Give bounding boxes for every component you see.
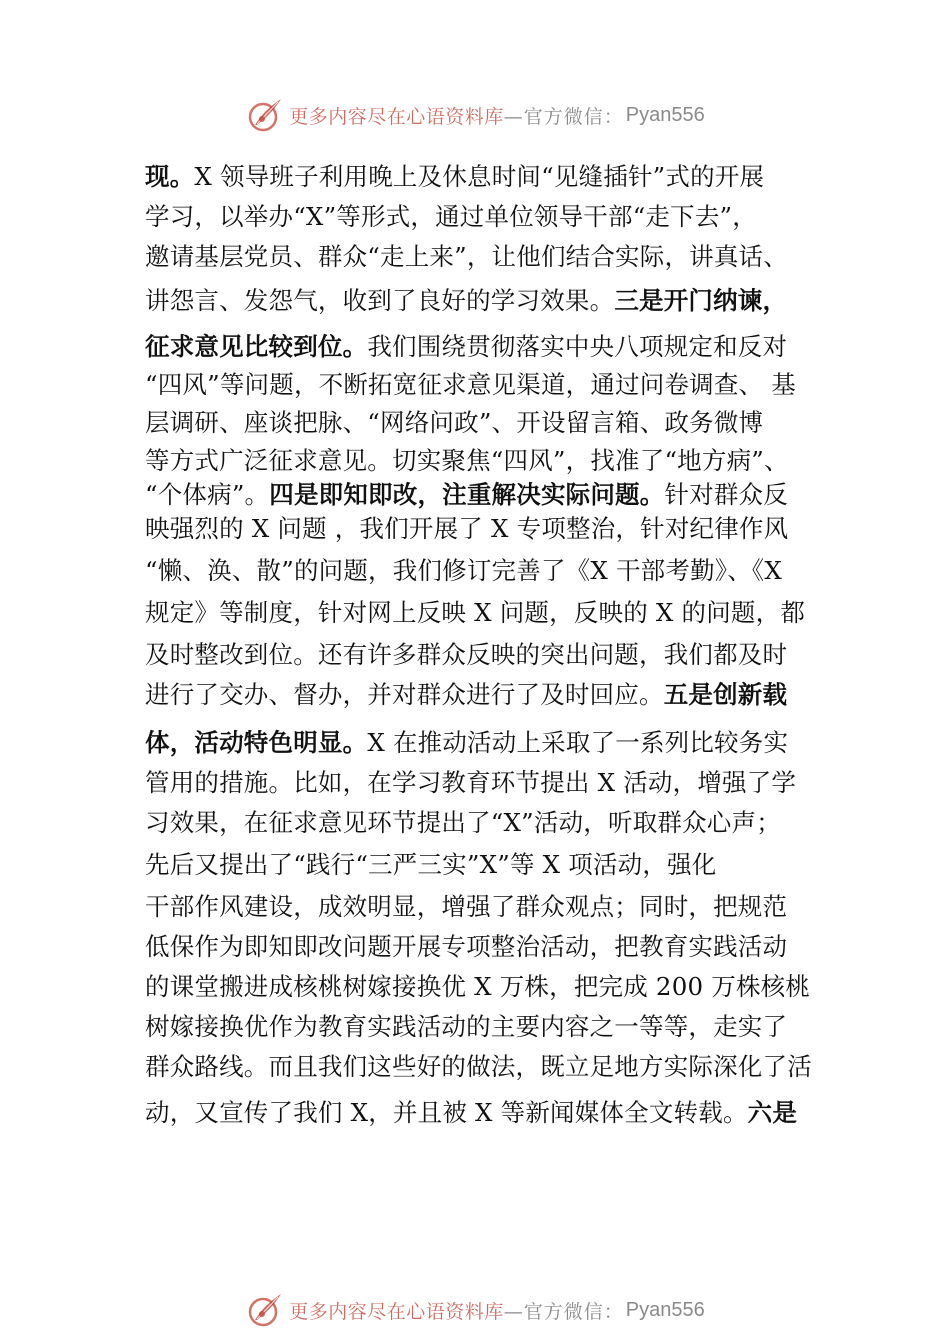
bold-heading-text: 征求意见比较到位。 [145,332,368,361]
paragraph-line [145,892,787,922]
paragraph-line [145,1098,797,1128]
paragraph-line [145,808,781,838]
paragraph-line [145,162,764,192]
paragraph-line [145,370,796,400]
body-text: 等方式广泛征求意见。切实聚焦“四风”，找准了“地方病”、 [145,446,789,475]
paragraph-line [145,972,810,1002]
body-text: 讲怨言、发怨气，收到了良好的学习效果。 [145,286,615,315]
body-text: “个体病”。 [145,480,270,509]
bold-heading-text: 六是 [747,1098,798,1127]
bold-heading-text: 体，活动特色明显。 [145,728,368,757]
body-text: “四风”等问题，不断拓宽征求意见渠道，通过问卷调查、 基 [145,370,796,399]
paragraph-line [145,242,788,272]
paragraph-line [145,640,787,670]
paragraph-line [145,332,787,362]
body-text: 规定》等制度，针对网上反映 X 问题，反映的 X 的问题，都 [145,598,806,627]
watermark-middle: —官方微信： [503,105,624,128]
body-text: 层调研、座谈把脉、“网络问政”、开设留言箱、政务微博 [145,408,764,437]
paragraph-line [145,202,757,232]
paragraph-line [145,1052,812,1082]
watermark-middle: —官方微信： [503,1300,624,1323]
body-text: 进行了交办、督办，并对群众进行了及时回应。 [145,680,664,709]
body-text: 学习，以举办“X”等形式，通过单位领导干部“走下去”， [145,202,757,231]
body-text: 习效果，在征求意见环节提出了“X”活动，听取群众心声； [145,808,781,837]
body-text: 动，又宣传了我们 X，并且被 X 等新闻媒体全文转载。 [145,1098,748,1127]
paragraph-line [145,286,787,316]
paragraph-line [145,556,782,586]
body-text: 映强烈的 X 问题 ，我们开展了 X 专项整治，针对纪律作风 [145,514,789,543]
body-text: 干部作风建设，成效明显，增强了群众观点；同时，把规范 [145,892,788,921]
paragraph-line [145,680,787,710]
watermark-wechat-id: Pyan556 [625,103,705,126]
body-text: 我们围绕贯彻落实中央八项规定和反对 [367,332,788,361]
paragraph-line [145,598,805,628]
paragraph-line [145,480,788,510]
bold-heading-text: 五是创新载 [663,680,788,709]
body-text: 低保作为即知即改问题开展专项整治活动，把教育实践活动 [145,932,788,961]
watermark-wechat-id: Pyan556 [625,1298,705,1321]
paragraph-line [145,446,789,476]
watermark-prefix: 更多内容尽在心语资料库 [289,105,504,128]
paragraph-line [145,1012,787,1042]
paragraph-line [145,728,788,758]
bold-heading-text: 四是即知即改，注重解决实际问题。 [269,480,665,509]
body-text: 针对群众反 [664,480,788,509]
paragraph-line [145,514,788,544]
paragraph-line [145,932,787,962]
body-text: 树嫁接换优作为教育实践活动的主要内容之一等等，走实了 [145,1012,788,1041]
feather-pen-seal-icon [245,95,285,135]
body-text: 先后又提出了“践行“三严三实”X”等 X 项活动，强化 [145,850,717,879]
header-watermark [0,95,950,135]
body-text: 群众路线。而且我们这些好的做法，既立足地方实际深化了活 [145,1052,812,1081]
footer-watermark [0,1290,950,1330]
body-text: X 领导班子利用晚上及休息时间“见缝插针”式的开展 [194,162,765,191]
bold-heading-text: 三是开门纳谏， [614,286,788,315]
paragraph-line [145,408,763,438]
body-text: 管用的措施。比如，在学习教育环节提出 X 活动，增强了学 [145,768,797,797]
paragraph-line [145,768,796,798]
body-text: 的课堂搬进成核桃树嫁接换优 X 万株，把完成 200 万株核桃 [145,972,811,1001]
paragraph-line [145,850,716,880]
feather-pen-seal-icon [245,1290,285,1330]
body-text: “懒、涣、散”的问题，我们修订完善了《X 干部考勤》、《X [145,556,783,585]
body-text: 邀请基层党员、群众“走上来”，让他们结合实际，讲真话、 [145,242,788,271]
body-text: X 在推动活动上采取了一系列比较务实 [367,728,789,757]
watermark-prefix: 更多内容尽在心语资料库 [289,1300,504,1323]
body-text: 及时整改到位。还有许多群众反映的突出问题，我们都及时 [145,640,788,669]
bold-heading-text: 现。 [145,162,195,191]
